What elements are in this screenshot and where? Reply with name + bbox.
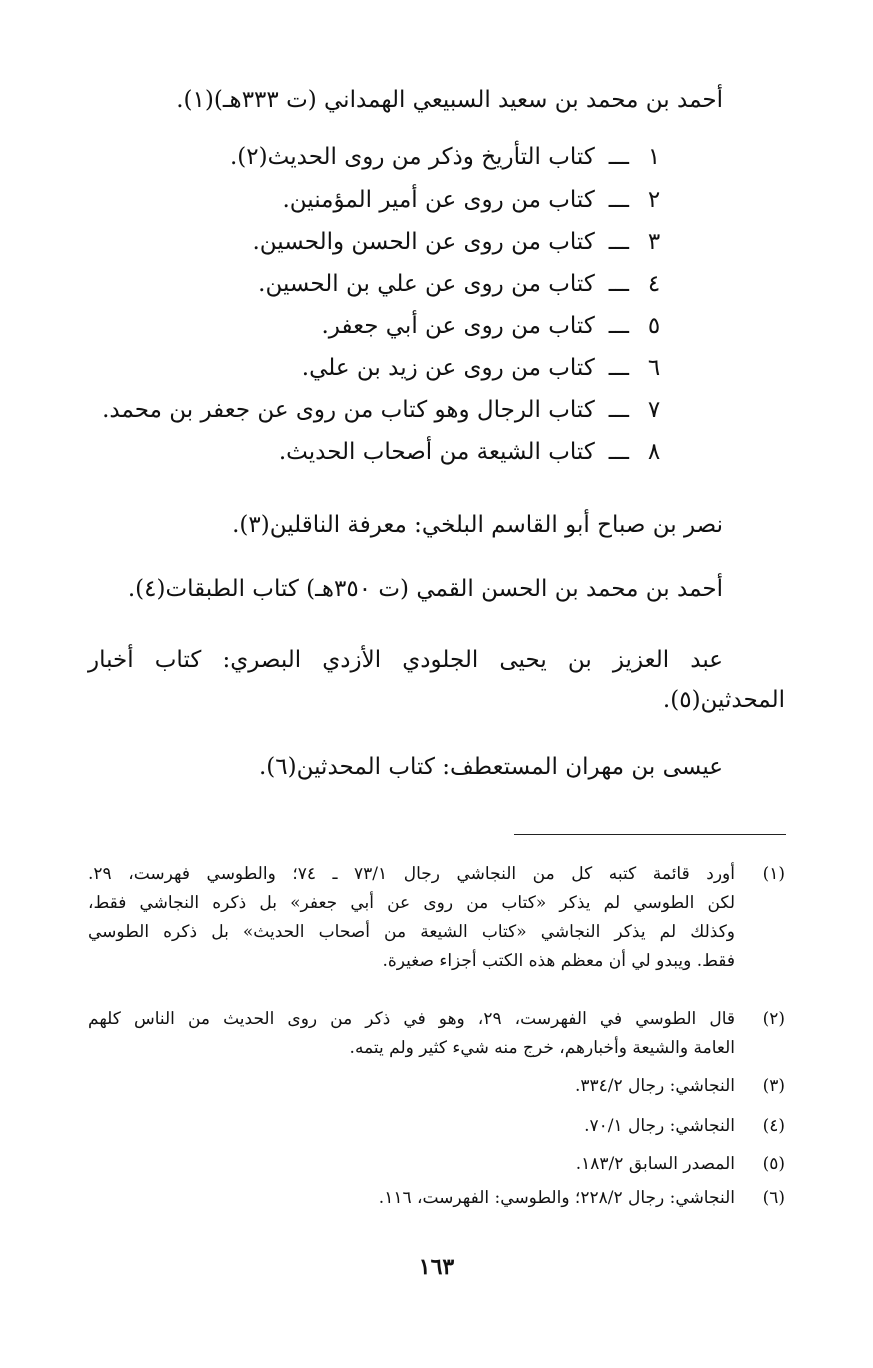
footnote-text (88, 860, 735, 976)
book-list-item (230, 142, 665, 172)
book-dash: ـــ (608, 187, 629, 213)
footnote (88, 860, 785, 976)
footnote (88, 1112, 785, 1141)
book-list-item (279, 437, 665, 467)
footnote-line: المصدر السابق ١٨٣/٢. (575, 1154, 735, 1174)
footnote-number: (١) (762, 864, 785, 884)
page-number: ١٦٣ (418, 1254, 455, 1280)
footnote-text (88, 1072, 735, 1101)
book-dash: ـــ (608, 229, 629, 255)
entry-nasr: نصر بن صباح أبو القاسم البلخي: معرفة الناقلين(٣). (232, 512, 723, 538)
book-list-item (321, 311, 665, 341)
book-title: كتاب الشيعة من أصحاب الحديث. (278, 439, 595, 465)
footnote-line: وكذلك لم يذكر النجاشي «كتاب الشيعة من أصحاب الحديث» بل ذكره الطوسي (88, 922, 735, 942)
entry-ahmad-qummi: أحمد بن محمد بن الحسن القمي (ت ٣٥٠هـ) كتاب الطبقات(٤). (127, 576, 723, 602)
footnote-number: (٤) (762, 1116, 785, 1136)
book-list-item (252, 227, 665, 257)
book-list-item (258, 269, 665, 299)
entry-ahmad-hamdani: أحمد بن محمد بن سعيد السبيعي الهمداني (ت ٣٣٣هـ)(١). (176, 87, 723, 113)
footnote-number: (٣) (762, 1076, 785, 1096)
footnote-line: أورد قائمة كتبه كل من النجاشي رجال ٧٣/١ ـ ٧٤؛ والطوسي فهرست، ٢٩. (88, 864, 735, 884)
book-list-item (102, 395, 665, 425)
book-number: ٣ (647, 229, 661, 255)
footnote-line: النجاشي: رجال ٢٢٨/٢؛ والطوسي: الفهرست، ١١٦. (378, 1188, 735, 1208)
book-title: كتاب من روى عن أمير المؤمنين. (282, 187, 595, 213)
book-dash: ـــ (608, 355, 629, 381)
footnote-line: فقط. ويبدو لي أن معظم هذه الكتب أجزاء صغيرة. (382, 951, 735, 971)
footnote-text (88, 1005, 735, 1063)
book-title: كتاب من روى عن أبي جعفر. (321, 313, 595, 339)
entry-abdulaziz-line2: المحدثين(٥). (662, 687, 785, 713)
footnote-number: (٢) (762, 1009, 785, 1029)
footnote-line: النجاشي: رجال ٣٣٤/٢. (574, 1076, 735, 1096)
footnote (88, 1005, 785, 1063)
footnote-text (88, 1184, 735, 1213)
footnote-text (88, 1112, 735, 1141)
footnote-line: لكن الطوسي لم يذكر «كتاب من روى عن أبي جعفر» بل ذكره النجاشي فقط، (88, 893, 735, 913)
entry-isa: عيسى بن مهران المستعطف: كتاب المحدثين(٦). (258, 754, 723, 780)
book-number: ٧ (647, 397, 661, 423)
footnote (88, 1184, 785, 1213)
footnote (88, 1150, 785, 1179)
book-number: ٢ (647, 187, 661, 213)
book-number: ٥ (647, 313, 661, 339)
book-dash: ـــ (608, 144, 629, 170)
book-list-item (282, 185, 665, 215)
book-number: ٤ (647, 271, 661, 297)
book-title: كتاب من روى عن زيد بن علي. (301, 355, 595, 381)
book-title: كتاب التأريخ وذكر من روى الحديث(٢). (230, 144, 595, 170)
book-title: كتاب من روى عن الحسن والحسين. (252, 229, 595, 255)
book-number: ١ (647, 144, 661, 170)
book-title: كتاب الرجال وهو كتاب من روى عن جعفر بن محمد. (102, 397, 595, 423)
footnote (88, 1072, 785, 1101)
footnote-number: (٥) (762, 1154, 785, 1174)
book-dash: ـــ (608, 313, 629, 339)
footnote-line: العامة والشيعة وأخبارهم، خرج منه شيء كثير ولم يتمه. (349, 1038, 735, 1058)
book-dash: ـــ (608, 397, 629, 423)
footnote-line: قال الطوسي في الفهرست، ٢٩، وهو في ذكر من روى الحديث من الناس كلهم (88, 1009, 736, 1029)
book-dash: ـــ (608, 271, 629, 297)
footnote-number: (٦) (762, 1188, 785, 1208)
entry-abdulaziz-line1: عبد العزيز بن يحيى الجلودي الأزدي البصري: كتاب أخبار (88, 647, 723, 673)
book-number: ٨ (647, 439, 661, 465)
book-list-item (302, 353, 665, 383)
book-title: كتاب من روى عن علي بن الحسين. (258, 271, 595, 297)
footnote-line: النجاشي: رجال ٧٠/١. (584, 1116, 735, 1136)
book-number: ٦ (647, 355, 661, 381)
footnote-separator (514, 834, 786, 835)
book-dash: ـــ (608, 439, 629, 465)
footnote-text (88, 1150, 735, 1179)
